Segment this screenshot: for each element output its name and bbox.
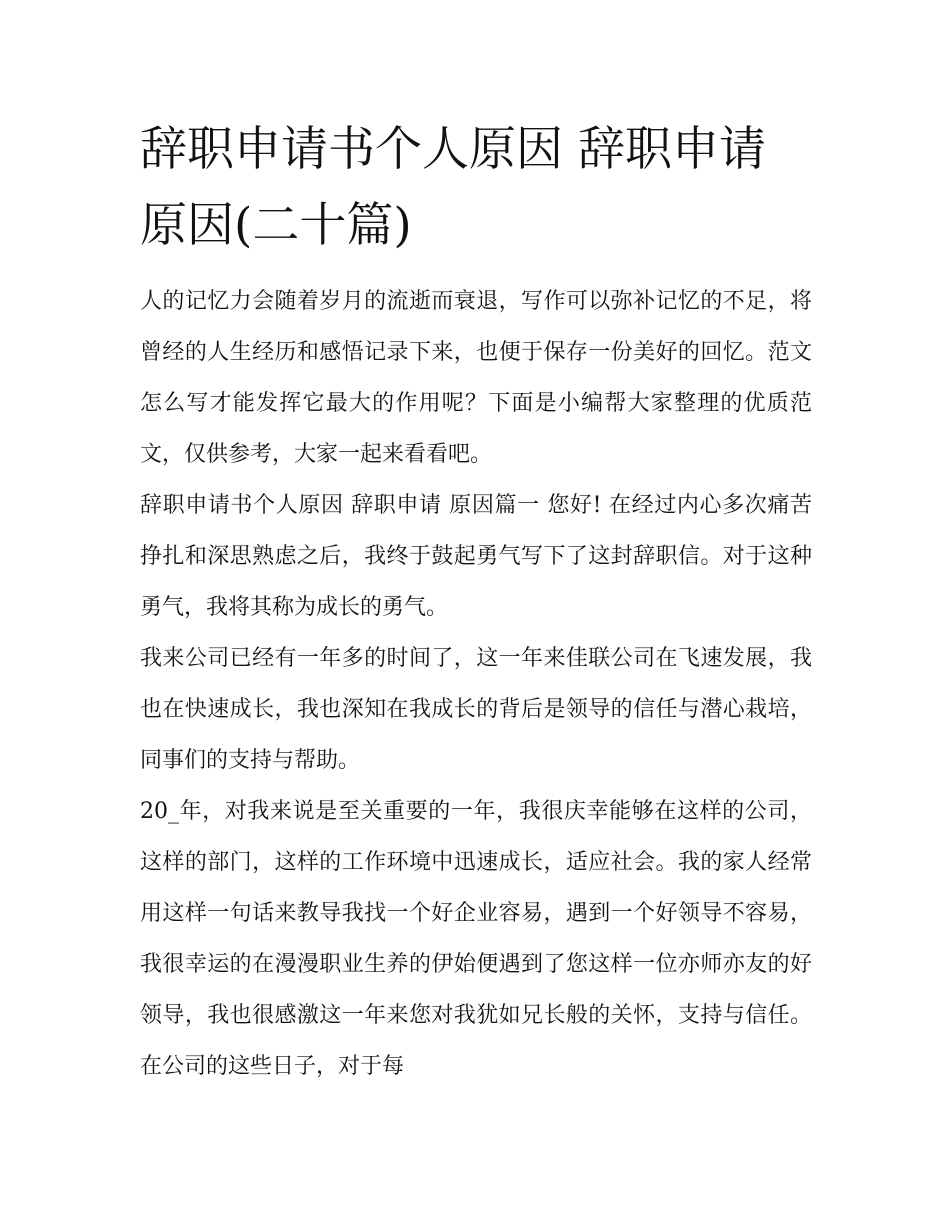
paragraph-intro: 人的记忆力会随着岁月的流逝而衰退，写作可以弥补记忆的不足，将曾经的人生经历和感悟记录下来，也便于保存一份美好的回忆。范文怎么写才能发挥它最大的作用呢？下面是小编帮大家整理的优质范文，仅供参考，大家一起来看看吧。 [140, 289, 812, 467]
paragraph-company: 我来公司已经有一年多的时间了，这一年来佳联公司在飞速发展，我也在快速成长，我也深知在我成长的背后是领导的信任与潜心栽培，同事们的支持与帮助。 [140, 646, 812, 773]
paragraph-opening: 辞职申请书个人原因 辞职申请 原因篇一 您好! 在经过内心多次痛苦挣扎和深思熟虑之后，我终于鼓起勇气写下了这封辞职信。对于这种勇气，我将其称为成长的勇气。 [140, 493, 812, 620]
document-title: 辞职申请书个人原因 辞职申请原因(二十篇) [140, 122, 766, 253]
document-body [140, 112, 812, 1092]
paragraph-year: 20_年，对我来说是至关重要的一年，我很庆幸能够在这样的公司，这样的部门，这样的工作环境中迅速成长，适应社会。我的家人经常用这样一句话来教导我找一个好企业容易，遇到一个好领导不容易，我很幸运的在漫漫职业生养的伊始便遇到了您这样一位亦师亦友的好领导，我也很感激这一年来您对我犹如兄长般的关怀，支持与信任。在公司的这些日子，对于每 [140, 799, 812, 1079]
